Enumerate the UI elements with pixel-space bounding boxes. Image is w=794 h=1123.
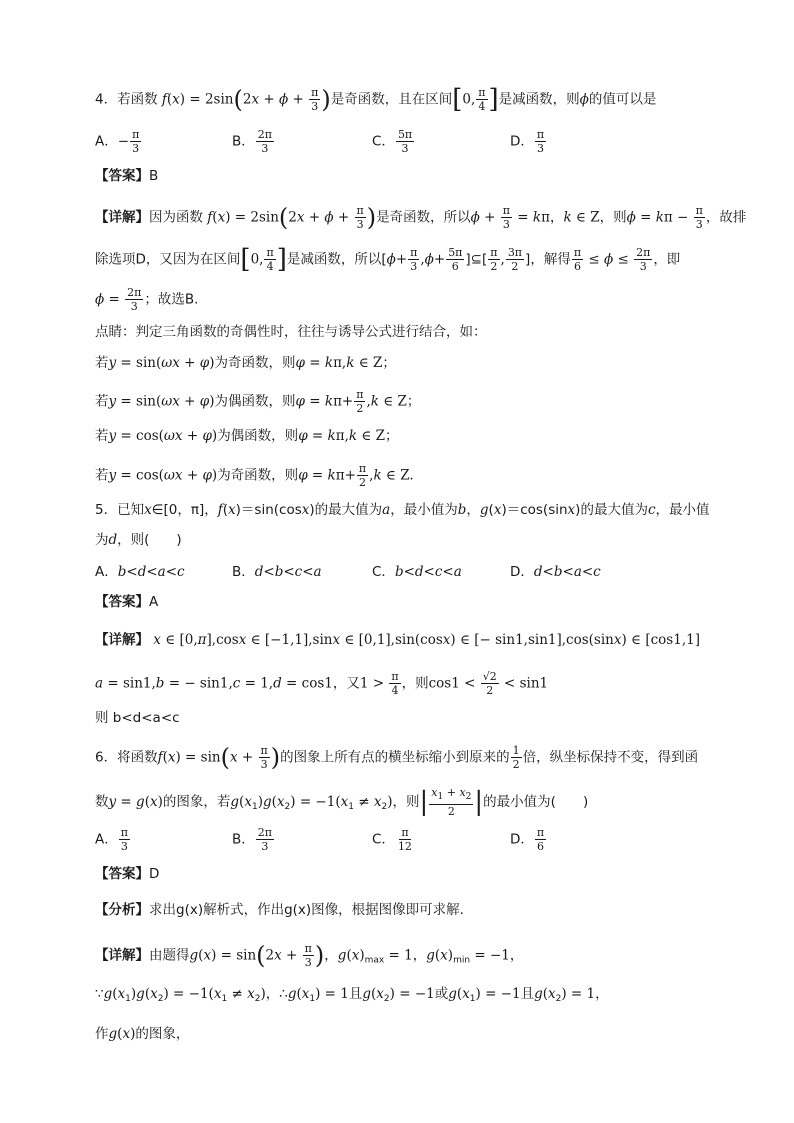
option-num: π: [536, 826, 545, 839]
text: 为奇函数，则: [214, 355, 296, 371]
text: ，: [466, 502, 480, 518]
text: ，: [549, 209, 564, 226]
option-sign: −: [117, 133, 130, 150]
text: ，又: [332, 675, 360, 692]
q4-suffix: 的值可以是: [588, 91, 657, 108]
text: 为偶函数，则: [217, 428, 299, 444]
q4-option-c: [372, 128, 415, 155]
option-den: 3: [537, 142, 545, 155]
text: 6．将函数: [95, 749, 158, 766]
q4-detail-line2: 除选项D，又因为在区间[0, $\frac{\pi}{4}$ ]是减函数，所以[ϕ+ $\frac{\pi}{3}$ ,ϕ+ $\frac{5\pi}{6}$ ]⊆[ $\frac{\pi}{2}$ , $\frac{3\pi}{2}$ ]，解得 $\frac{\pi}{6}$ ≤ ϕ ≤ $\frac{2\pi}{3}$ ，即: [95, 244, 681, 275]
option-label: C．: [372, 831, 395, 848]
text: ，故排: [705, 209, 747, 226]
q6-stem-line1: 6．将函数f(x) = sin(x + $\frac{\pi}{3}$ )的图象上所有点的横坐标缩小到原来的 $\frac{1}{2}$ 倍，纵坐标保持不变，得到函: [95, 743, 699, 772]
text: )的最大值为: [575, 502, 648, 518]
text: 且: [520, 986, 535, 1002]
q5-option-c: [372, 562, 462, 582]
text: 由题得: [149, 947, 190, 964]
option-den: 3: [261, 142, 269, 155]
text: 倍，纵坐标保持不变，得到函: [522, 749, 699, 766]
q4-detail-line1: 【详解】因为函数 f(x) = 2sin(2x + ϕ + $\frac{\pi}{3}$ )是奇函数，所以ϕ + $\frac{\pi}{3}$ = kπ，k ∈ Z，则ϕ = kπ − $\frac{\pi}{3}$ ，故排: [95, 203, 747, 232]
option-label: B．: [232, 564, 255, 580]
option-num: 5π: [397, 128, 413, 141]
option-den: 3: [120, 840, 128, 853]
option-label: B．: [232, 133, 255, 150]
text: ；故选B.: [144, 291, 199, 308]
option-text: d<b<a<c: [533, 564, 601, 580]
option-text: b<d<c<a: [394, 564, 462, 580]
q5-answer: [95, 592, 158, 612]
text: 且: [348, 986, 363, 1002]
option-num: 2π: [257, 826, 272, 839]
option-num: π: [120, 826, 128, 839]
option-label: A．: [95, 831, 118, 848]
option-label: C．: [372, 133, 395, 150]
detail-tag: 【详解】: [95, 947, 149, 964]
text: 数: [95, 794, 109, 810]
answer-tag: 【答案】: [95, 594, 149, 610]
option-label: A．: [95, 564, 118, 580]
text: 若: [95, 393, 109, 410]
option-den: 6: [537, 840, 545, 853]
text: )的最大值为: [309, 502, 383, 518]
text: ，: [412, 947, 427, 964]
option-label: B．: [232, 831, 255, 848]
text: ＝cos(sin: [506, 502, 568, 518]
text: ∴: [279, 986, 288, 1002]
option-num: π: [401, 826, 409, 839]
text: 为: [95, 532, 109, 548]
q5-detail-line2: a = sin1,b = − sin1,c = 1,d = cos1，又1 > $\frac{\pi}{4}$ ，则cos1 < $\frac{√2}{2}$ < sin1: [95, 670, 549, 697]
option-label: D．: [510, 564, 534, 580]
analysis-text: 求出g(x)解析式，作出g(x)图像，根据图像即可求解.: [149, 902, 464, 918]
text: ，最小值为: [390, 502, 458, 518]
text: ，则: [401, 675, 429, 692]
q6-option-d: [510, 826, 547, 853]
text: 的图象，若: [162, 794, 231, 810]
q4-option-b: [232, 128, 275, 155]
option-den: 3: [401, 142, 409, 155]
q4-option-a: [95, 128, 142, 155]
q6-stem-line2: 数y = g(x)的图象，若$g(x_1)g(x_2) = -1(x_1 \ne x_2)$，则| $\frac{x_1 + x_2}{2}$ |的最小值为( ): [95, 786, 589, 818]
text: ]⊆[: [465, 251, 488, 268]
text: ∈[0，π]，: [151, 502, 218, 518]
q6-answer: [95, 864, 159, 884]
q4-prefix: 若函数: [117, 91, 158, 108]
text: 5．已知: [95, 502, 145, 518]
q6-option-a: [95, 826, 131, 853]
q6-analysis: [95, 900, 464, 920]
text: ]，解得: [525, 251, 571, 268]
text: 或: [434, 986, 449, 1002]
text: 若: [95, 428, 109, 444]
q5-detail-line1: 【详解】 x ∈ [0,π],cosx ∈ [−1,1],sinx ∈ [0,1],sin(cosx) ∈ [− sin1,sin1],cos(sinx) ∈ [cos1,1]: [95, 632, 700, 648]
q4-rule-1: 若y = sin(ωx + φ)为奇函数，则φ = kπ,k ∈ Z；: [95, 355, 396, 371]
text: 为奇函数，则: [217, 467, 299, 484]
option-den: 12: [397, 840, 412, 853]
answer-value: D: [149, 866, 160, 882]
option-label: C．: [372, 564, 395, 580]
q4-number: 4．: [95, 91, 118, 108]
option-den: 3: [132, 142, 140, 155]
text: ，则: [392, 794, 420, 810]
text: ，即: [653, 251, 681, 268]
text: 是奇函数，所以: [376, 209, 471, 226]
text: 若: [95, 355, 109, 371]
q4-rule-2: 若y = sin(ωx + φ)为偶函数，则φ = kπ+ $\frac{\pi}{2}$ ,k ∈ Z；: [95, 388, 421, 415]
option-num: 2π: [257, 128, 272, 141]
q4-note: 点睛：判定三角函数的奇偶性时，往往与诱导公式进行结合，如：: [95, 324, 487, 340]
q5-option-d: [510, 562, 601, 582]
option-text: b<d<a<c: [117, 564, 185, 580]
option-label: A．: [95, 133, 118, 150]
option-text: d<b<c<a: [254, 564, 322, 580]
option-label: D．: [510, 831, 534, 848]
text: 的最小值为( ): [483, 794, 589, 810]
answer-tag: 【答案】: [95, 866, 149, 882]
option-num: π: [536, 128, 545, 141]
q6-option-c: [372, 826, 415, 853]
detail-tag: 【详解】: [95, 632, 149, 648]
q6-detail-line3: 作g(x)的图象，: [95, 1026, 190, 1042]
text: 为偶函数，则: [214, 393, 296, 410]
text: ，则: [599, 209, 627, 226]
q6-option-b: [232, 826, 275, 853]
q5-option-a: [95, 562, 185, 582]
text: ，: [324, 947, 338, 964]
analysis-tag: 【分析】: [95, 902, 149, 918]
q4-mid1: 是奇函数，且在区间: [330, 91, 453, 108]
q4-option-d: [510, 128, 547, 155]
text: 作: [95, 1026, 109, 1042]
q4-rule-3: 若y = cos(ωx + φ)为偶函数，则φ = kπ,k ∈ Z；: [95, 428, 399, 444]
q5-option-b: [232, 562, 322, 582]
text: 除选项D，又因为在区间: [95, 251, 241, 268]
q4-detail-line3: ϕ = $\frac{2\pi}{3}$ ；故选B.: [95, 286, 199, 313]
option-den: 3: [261, 840, 269, 853]
text: 是减函数，所以[: [286, 251, 387, 268]
text: ＝sin(cos: [240, 502, 302, 518]
text: 因为函数: [149, 209, 203, 226]
q5-stem-line1: 5．已知x∈[0，π]，f(x)＝sin(cosx)的最大值为a，最小值为b，g(x)＝cos(sinx)的最大值为c，最小值: [95, 502, 710, 518]
q4-stem: 4．若函数 f(x) = 2sin(2x + ϕ + $\frac{\pi}{3}$ )是奇函数，且在区间[0, $\frac{\pi}{4}$ ]是减函数，则ϕ的值可以是: [95, 84, 657, 115]
q6-detail-line2: $\because g(x_1)g(x_2) = -1(x_1 \ne x_2)$，$\therefore g(x_1) = 1$且$g(x_2) = -1$或$g(x_1) = -1$且$g(x_2) = 1$，: [95, 986, 609, 1004]
option-label: D．: [510, 133, 534, 150]
text: ，最小值: [655, 502, 710, 518]
q4-rule-4: 若y = cos(ωx + φ)为奇函数，则φ = kπ+ $\frac{\pi}{2}$ ,k ∈ Z.: [95, 462, 414, 489]
answer-tag: 【答案】: [95, 168, 149, 184]
text: ，: [509, 947, 524, 964]
option-num: π: [132, 128, 140, 141]
answer-value: B: [149, 168, 159, 184]
q5-stem-line2: 为d，则( ): [95, 532, 182, 548]
q5-detail-line3: 则 b<d<a<c: [95, 710, 180, 726]
detail-tag: 【详解】: [95, 209, 149, 226]
answer-value: A: [149, 594, 159, 610]
q4-answer: [95, 166, 158, 186]
q6-detail-line1: 【详解】由题得g(x) = sin(2x + $\frac{\pi}{3}$ )，$g(x)_{max} = 1$，$g(x)_{min} = -1$，: [95, 941, 524, 970]
q4-mid2: 是减函数，则: [498, 91, 580, 108]
text: 的图象上所有点的横坐标缩小到原来的: [280, 749, 510, 766]
text: 若: [95, 467, 109, 484]
text: ，则( ): [117, 532, 182, 548]
